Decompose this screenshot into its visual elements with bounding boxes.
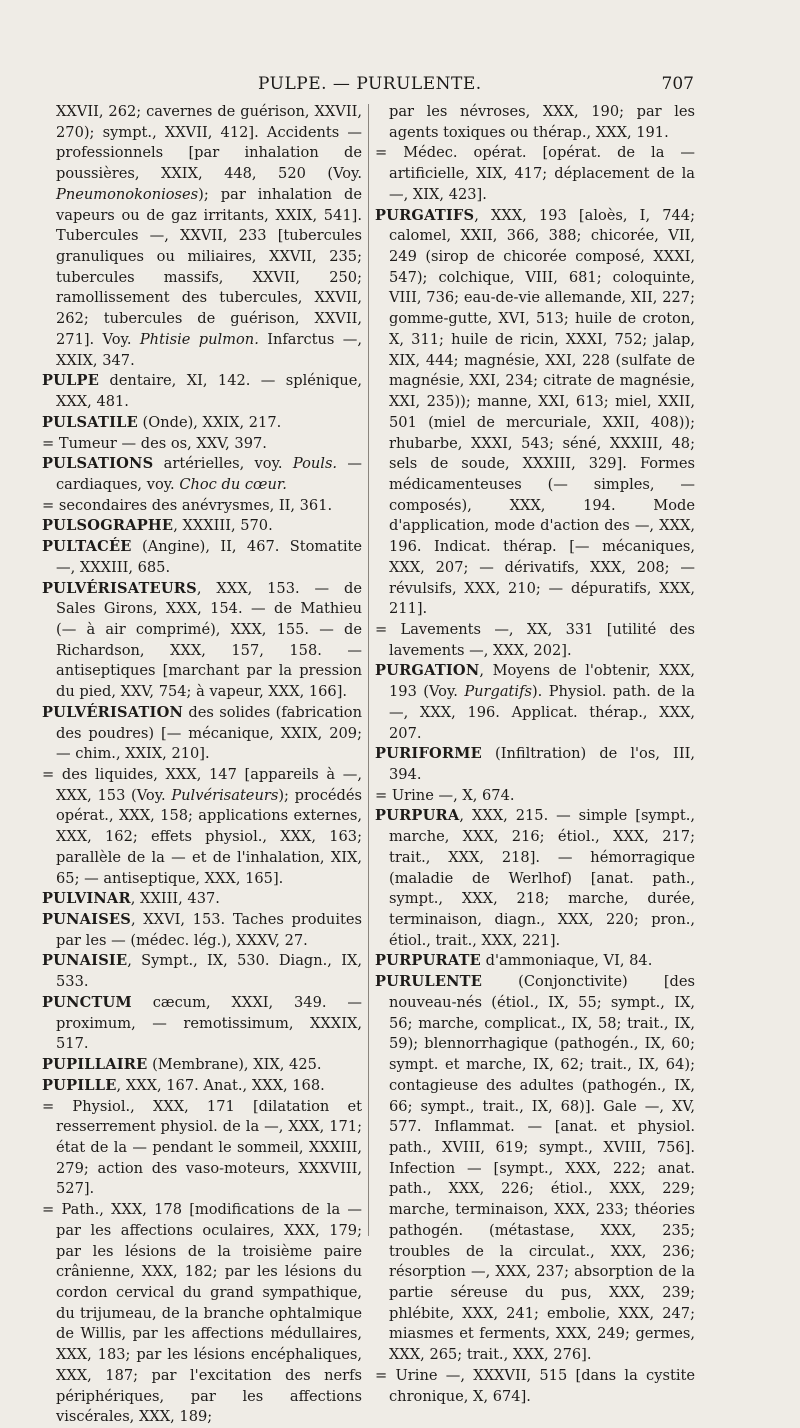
- index-entry: [375, 143, 695, 205]
- entry-text: par les névroses, XXX, 190; par les agents toxiques ou thérap., XXX, 191.: [389, 103, 695, 141]
- column-divider: [368, 104, 369, 1236]
- index-entry: [42, 1200, 362, 1428]
- entry-headword: PULVINAR: [42, 890, 131, 908]
- index-entry: [42, 910, 362, 951]
- entry-headword: PULTACÉE: [42, 538, 132, 556]
- entry-text: d'ammoniaque, VI, 84.: [480, 952, 653, 970]
- entry-text: (Infiltration) de l'os, III, 394.: [389, 745, 695, 783]
- entry-text: (Conjonctivite) [des nouveau-nés (étiol., IX, 55; sympt., IX, 56; marche, complicat., IX, 58; trait., IX, 59); blennorrhagique (pathogén., IX, 60; sympt. et marche, IX, 62; trait., IX, 64); contagieuse des adultes (pathogén., IX, 66; sympt., trait., IX, 68)]. Gale —, XV, 577. Inflammat. — [anat. et physiol. path., XVIII, 619; sympt., XVIII, 756]. Infection — [sympt., XXX, 222; anat. path., XXX, 226; étiol., XXX, 229; marche, terminaison, XXX, 233; théories pathogén. (métastase, XXX, 235; troubles de la circulat., XXX, 236; résorption —, XXX, 237; absorption de la partie séreuse du pus, XXX, 239; phlébite, XXX, 241; embolie, XXX, 247; miasmes et ferments, XXX, 249; germes, XXX, 265; trait., XXX, 276].: [389, 973, 695, 1364]
- index-entry: [42, 516, 362, 537]
- index-entry: [375, 806, 695, 951]
- entry-headword: PULSATILE: [42, 413, 138, 431]
- entry-text: = Tumeur — des os, XXV, 397.: [42, 434, 267, 452]
- index-entry: [42, 703, 362, 765]
- entry-text: ). Physiol. path. de la —, XXX, 196. Applicat. thérap., XXX, 207.: [389, 683, 695, 742]
- entry-headword: PUNAISIE: [42, 952, 128, 970]
- index-entry: [42, 371, 362, 412]
- entry-text: = Médec. opérat. [opérat. de la — artificielle, XIX, 417; déplacement de la —, XIX, 423].: [375, 144, 695, 203]
- entry-text: = Urine —, X, 674.: [375, 786, 515, 804]
- index-entry: [42, 951, 362, 992]
- index-entry: [42, 1097, 362, 1201]
- entry-headword: PULVÉRISATION: [42, 703, 184, 721]
- index-entry: [42, 1076, 362, 1097]
- entry-text: dentaire, XI, 142. — splénique, XXX, 481.: [56, 372, 362, 411]
- entry-text: ); procédés opérat., XXX, 158; applications externes, XXX, 162; effets physiol., XXX, 163; parallèle de la — et de l'inhalation, XIX, 65; — antiseptique, XXX, 165].: [56, 786, 362, 887]
- entry-headword: PURPURATE: [375, 952, 481, 970]
- right-column: [375, 102, 695, 1405]
- entry-text: XXVII, 262; cavernes de guérison, XXVII, 270); sympt., XXVII, 412]. Accidents — professionnels [par inhalation de poussières, XXIX, 448, 520 (Voy.: [56, 103, 362, 183]
- entry-text: — cardiaques, voy.: [56, 455, 363, 493]
- entry-crossref: Pouls.: [292, 455, 338, 473]
- entry-crossref: Pneumonokonioses: [56, 185, 199, 203]
- entry-text: , Sympt., IX, 530. Diagn., IX, 533.: [56, 952, 362, 991]
- entry-headword: PULSOGRAPHE: [42, 517, 174, 535]
- running-title: PULPE. — PURULENTE.: [258, 74, 482, 94]
- index-entry: [42, 413, 362, 434]
- entry-text: = Urine —, XXXVII, 515 [dans la cystite chronique, X, 674].: [375, 1366, 695, 1405]
- index-entry: [375, 661, 695, 744]
- index-entry: [42, 434, 362, 455]
- index-entry: [42, 993, 362, 1055]
- index-entry: [375, 102, 695, 143]
- entry-text: (Membrane), XIX, 425.: [147, 1056, 322, 1074]
- entry-headword: PURIFORME: [375, 745, 482, 763]
- index-entry: [375, 951, 695, 972]
- index-entry: [375, 786, 695, 807]
- index-entry: [42, 765, 362, 889]
- entry-text: ); par inhalation de vapeurs ou de gaz irritants, XXIX, 541]. Tubercules —, XXVII, 233 [tubercules granuliques ou miliaires, XXVII, 235; tubercules massifs, XXVII, 250; ramollissement des tubercules, XXVII, 262; tubercules de guérison, XXVII, 271]. Voy.: [56, 185, 362, 348]
- entry-headword: PUNAISES: [42, 911, 131, 929]
- entry-headword: PULSATIONS: [42, 455, 154, 473]
- entry-headword: PURPURA: [375, 807, 460, 825]
- page-number: 707: [661, 74, 694, 94]
- index-entry: [375, 744, 695, 785]
- index-entry: [42, 1055, 362, 1076]
- entry-text: = Physiol., XXX, 171 [dilatation et resserrement physiol. de la —, XXX, 171; état de la — pendant le sommeil, XXXIII, 279; action des vaso-moteurs, XXXVIII, 527].: [42, 1097, 362, 1198]
- entry-headword: PUNCTUM: [42, 993, 132, 1011]
- entry-headword: PURULENTE: [375, 973, 483, 991]
- index-entry: [375, 620, 695, 661]
- entry-text: , XXX, 193 [aloès, I, 744; calomel, XXII, 366, 388; chicorée, VII, 249 (sirop de chicorée composé, XXXI, 547); colchique, VIII, 681; coloquinte, VIII, 736; eau-de-vie allemande, XII, 227; gomme-gutte, XVI, 513; huile de croton, X, 311; huile de ricin, XXXI, 752; jalap, XIX, 444; magnésie, XXI, 228 (sulfate de magnésie, XXI, 234; citrate de magnésie, XXI, 235)); manne, XXI, 613; miel, XXII, 501 (miel de mercuriale, XXII, 408)); rhubarbe, XXXI, 543; séné, XXXIII, 48; sels de soude, XXXIII, 329]. Formes médicamenteuses (— simples, — composés), XXX, 194. Mode d'application, mode d'action des —, XXX, 196. Indicat. thérap. [— mécaniques, XXX, 207; — dérivatifs, XXX, 208; — révulsifs, XXX, 210; — dépuratifs, XXX, 211].: [389, 206, 695, 618]
- index-entry: [42, 454, 362, 495]
- index-entry: [375, 206, 695, 620]
- entry-text: , XXX, 167. Anat., XXX, 168.: [116, 1076, 325, 1094]
- entry-text: (Angine), II, 467. Stomatite —, XXXIII, 685.: [56, 538, 362, 576]
- entry-crossref: Choc du cœur.: [179, 475, 287, 493]
- entry-headword: PULVÉRISATEURS: [42, 579, 197, 597]
- entry-headword: PUPILLAIRE: [42, 1056, 148, 1074]
- entry-headword: PUPILLE: [42, 1076, 117, 1094]
- entry-text: artérielles, voy.: [153, 455, 293, 473]
- entry-headword: PURGATION: [375, 662, 480, 680]
- entry-text: cæcum, XXXI, 349. — proximum, — remotissimum, XXXIX, 517.: [56, 993, 362, 1053]
- entry-text: , XXIII, 437.: [130, 890, 220, 908]
- entry-text: = des liquides, XXX, 147 [appareils à —, XXX, 153 (Voy.: [42, 766, 362, 804]
- index-entry: [375, 972, 695, 1366]
- entry-text: = Lavements —, XX, 331 [utilité des lavements —, XXX, 202].: [375, 620, 695, 659]
- entry-text: , XXX, 215. — simple [sympt., marche, XXX, 216; étiol., XXX, 217; trait., XXX, 218]. — hémorragique (maladie de Werlhof) [anat. path., sympt., XXX, 218; marche, durée, terminaison, diagn., XXX, 220; pron., étiol., trait., XXX, 221].: [389, 807, 695, 949]
- entry-crossref: Phtisie pulmon.: [139, 330, 259, 348]
- entry-text: , XXXIII, 570.: [173, 517, 273, 535]
- entry-text: , XXVI, 153. Taches produites par les — (médec. lég.), XXXV, 27.: [56, 911, 362, 949]
- index-entry: [42, 579, 362, 703]
- entry-crossref: Pulvérisateurs: [171, 786, 279, 804]
- entry-text: des solides (fabrication des poudres) [— mécanique, XXIX, 209; — chim., XXIX, 210].: [56, 703, 362, 763]
- index-entry: [375, 1366, 695, 1407]
- index-entry: [42, 537, 362, 578]
- entry-headword: PULPE: [42, 372, 100, 390]
- entry-text: , XXX, 153. — de Sales Girons, XXX, 154. — de Mathieu (— à air comprimé), XXX, 155. — de Richardson, XXX, 157, 158. — antiseptiques [marchant par la pression du pied, XXV, 754; à vapeur, XXX, 166].: [56, 579, 362, 701]
- index-entry: [42, 102, 362, 371]
- index-entry: [42, 496, 362, 517]
- entry-text: (Onde), XXIX, 217.: [137, 413, 282, 431]
- entry-crossref: Purgatifs: [464, 683, 532, 701]
- index-entry: [42, 889, 362, 910]
- running-header: [258, 74, 694, 98]
- entry-text: = Path., XXX, 178 [modifications de la — par les affections oculaires, XXX, 179; par les lésions de la troisième paire crânienne, XXX, 182; par les lésions du cordon cervical du grand sympathique, du trijumeau, de la branche ophtalmique de Willis, par les affections médullaires, XXX, 183; par les lésions encéphaliques, XXX, 187; par l'excitation des nerfs périphériques, par les affections viscérales, XXX, 189;: [42, 1201, 362, 1426]
- entry-text: , Moyens de l'obtenir, XXX, 193 (Voy.: [389, 662, 695, 701]
- entry-headword: PURGATIFS: [375, 206, 475, 224]
- left-column: [42, 102, 363, 1426]
- entry-text: Infarctus —, XXIX, 347.: [56, 330, 362, 369]
- entry-text: = secondaires des anévrysmes, II, 361.: [42, 496, 333, 514]
